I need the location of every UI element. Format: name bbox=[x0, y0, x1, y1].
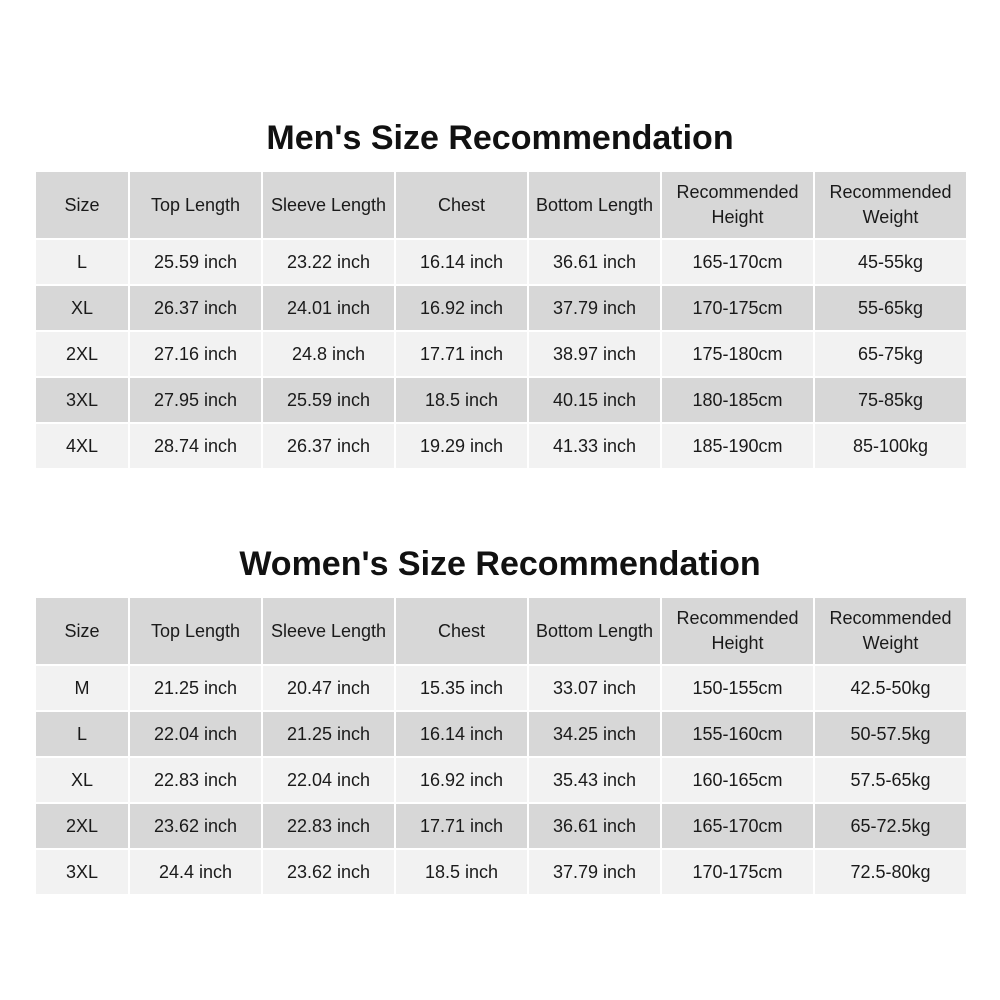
table-row bbox=[35, 849, 967, 895]
cell-recommended-height: 150-155cm bbox=[661, 665, 814, 711]
table-header-row bbox=[35, 171, 967, 239]
cell-sleeve-length: 26.37 inch bbox=[262, 423, 395, 469]
cell-recommended-height: 165-170cm bbox=[661, 803, 814, 849]
column-header-recommended-weight: Recommended Weight bbox=[814, 597, 967, 665]
cell-recommended-weight: 57.5-65kg bbox=[814, 757, 967, 803]
cell-sleeve-length: 24.8 inch bbox=[262, 331, 395, 377]
cell-top-length: 25.59 inch bbox=[129, 239, 262, 285]
cell-top-length: 22.83 inch bbox=[129, 757, 262, 803]
cell-chest: 18.5 inch bbox=[395, 377, 528, 423]
cell-chest: 17.71 inch bbox=[395, 803, 528, 849]
cell-top-length: 21.25 inch bbox=[129, 665, 262, 711]
cell-size: 2XL bbox=[35, 331, 129, 377]
womens-size-table bbox=[34, 596, 968, 896]
table-header-row bbox=[35, 597, 967, 665]
cell-bottom-length: 35.43 inch bbox=[528, 757, 661, 803]
column-header-bottom-length: Bottom Length bbox=[528, 597, 661, 665]
cell-size: 2XL bbox=[35, 803, 129, 849]
table-row bbox=[35, 711, 967, 757]
cell-recommended-weight: 72.5-80kg bbox=[814, 849, 967, 895]
cell-bottom-length: 37.79 inch bbox=[528, 285, 661, 331]
cell-chest: 15.35 inch bbox=[395, 665, 528, 711]
column-header-top-length: Top Length bbox=[129, 597, 262, 665]
cell-bottom-length: 36.61 inch bbox=[528, 239, 661, 285]
cell-top-length: 27.95 inch bbox=[129, 377, 262, 423]
cell-size: XL bbox=[35, 757, 129, 803]
cell-size: L bbox=[35, 711, 129, 757]
column-header-recommended-weight: Recommended Weight bbox=[814, 171, 967, 239]
cell-bottom-length: 34.25 inch bbox=[528, 711, 661, 757]
cell-chest: 19.29 inch bbox=[395, 423, 528, 469]
cell-top-length: 26.37 inch bbox=[129, 285, 262, 331]
column-header-recommended-height: Recommended Height bbox=[661, 171, 814, 239]
cell-recommended-weight: 50-57.5kg bbox=[814, 711, 967, 757]
womens-section-title: Women's Size Recommendation bbox=[239, 545, 761, 583]
cell-top-length: 24.4 inch bbox=[129, 849, 262, 895]
cell-recommended-height: 165-170cm bbox=[661, 239, 814, 285]
column-header-size: Size bbox=[35, 597, 129, 665]
cell-recommended-weight: 65-72.5kg bbox=[814, 803, 967, 849]
column-header-top-length: Top Length bbox=[129, 171, 262, 239]
table-row bbox=[35, 377, 967, 423]
cell-recommended-weight: 85-100kg bbox=[814, 423, 967, 469]
cell-size: 4XL bbox=[35, 423, 129, 469]
cell-recommended-height: 160-165cm bbox=[661, 757, 814, 803]
column-header-size: Size bbox=[35, 171, 129, 239]
cell-sleeve-length: 22.04 inch bbox=[262, 757, 395, 803]
cell-recommended-height: 170-175cm bbox=[661, 285, 814, 331]
cell-top-length: 27.16 inch bbox=[129, 331, 262, 377]
column-header-sleeve-length: Sleeve Length bbox=[262, 597, 395, 665]
cell-top-length: 23.62 inch bbox=[129, 803, 262, 849]
cell-sleeve-length: 24.01 inch bbox=[262, 285, 395, 331]
column-header-chest: Chest bbox=[395, 171, 528, 239]
cell-recommended-weight: 65-75kg bbox=[814, 331, 967, 377]
cell-sleeve-length: 22.83 inch bbox=[262, 803, 395, 849]
cell-recommended-height: 180-185cm bbox=[661, 377, 814, 423]
table-row bbox=[35, 803, 967, 849]
cell-chest: 16.14 inch bbox=[395, 239, 528, 285]
cell-chest: 16.14 inch bbox=[395, 711, 528, 757]
cell-sleeve-length: 21.25 inch bbox=[262, 711, 395, 757]
cell-recommended-weight: 55-65kg bbox=[814, 285, 967, 331]
cell-recommended-weight: 45-55kg bbox=[814, 239, 967, 285]
cell-recommended-height: 170-175cm bbox=[661, 849, 814, 895]
cell-recommended-height: 175-180cm bbox=[661, 331, 814, 377]
cell-chest: 18.5 inch bbox=[395, 849, 528, 895]
cell-chest: 17.71 inch bbox=[395, 331, 528, 377]
table-row bbox=[35, 285, 967, 331]
table-row bbox=[35, 239, 967, 285]
cell-top-length: 22.04 inch bbox=[129, 711, 262, 757]
cell-sleeve-length: 25.59 inch bbox=[262, 377, 395, 423]
cell-size: 3XL bbox=[35, 377, 129, 423]
column-header-bottom-length: Bottom Length bbox=[528, 171, 661, 239]
cell-bottom-length: 36.61 inch bbox=[528, 803, 661, 849]
cell-recommended-weight: 42.5-50kg bbox=[814, 665, 967, 711]
cell-bottom-length: 41.33 inch bbox=[528, 423, 661, 469]
cell-sleeve-length: 23.62 inch bbox=[262, 849, 395, 895]
cell-bottom-length: 37.79 inch bbox=[528, 849, 661, 895]
cell-top-length: 28.74 inch bbox=[129, 423, 262, 469]
table-row bbox=[35, 331, 967, 377]
cell-size: L bbox=[35, 239, 129, 285]
cell-chest: 16.92 inch bbox=[395, 757, 528, 803]
cell-bottom-length: 38.97 inch bbox=[528, 331, 661, 377]
table-row bbox=[35, 757, 967, 803]
womens-size-section bbox=[34, 544, 966, 896]
cell-size: XL bbox=[35, 285, 129, 331]
cell-sleeve-length: 23.22 inch bbox=[262, 239, 395, 285]
cell-size: 3XL bbox=[35, 849, 129, 895]
table-row bbox=[35, 423, 967, 469]
column-header-sleeve-length: Sleeve Length bbox=[262, 171, 395, 239]
mens-size-table bbox=[34, 170, 968, 470]
cell-recommended-height: 155-160cm bbox=[661, 711, 814, 757]
cell-bottom-length: 33.07 inch bbox=[528, 665, 661, 711]
cell-recommended-height: 185-190cm bbox=[661, 423, 814, 469]
cell-sleeve-length: 20.47 inch bbox=[262, 665, 395, 711]
cell-recommended-weight: 75-85kg bbox=[814, 377, 967, 423]
cell-chest: 16.92 inch bbox=[395, 285, 528, 331]
cell-bottom-length: 40.15 inch bbox=[528, 377, 661, 423]
column-header-chest: Chest bbox=[395, 597, 528, 665]
column-header-recommended-height: Recommended Height bbox=[661, 597, 814, 665]
mens-section-title: Men's Size Recommendation bbox=[266, 119, 734, 157]
mens-size-section bbox=[34, 118, 966, 470]
table-row bbox=[35, 665, 967, 711]
cell-size: M bbox=[35, 665, 129, 711]
